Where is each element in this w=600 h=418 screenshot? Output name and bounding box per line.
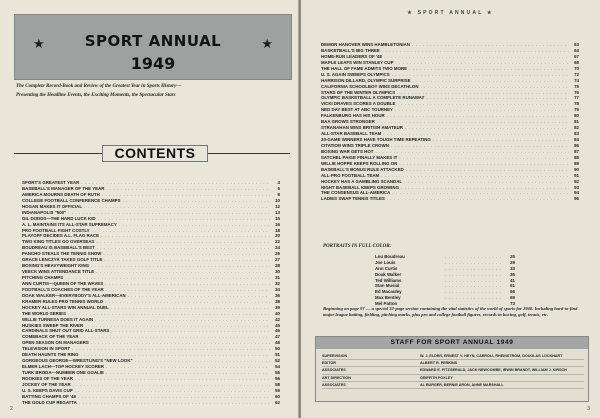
toc-title: COLLEGE FOOTBALL CONFERENCE CHAMPS <box>22 197 121 203</box>
magazine-title: SPORT ANNUAL <box>84 32 222 50</box>
star-icon: ★ <box>33 36 45 51</box>
toc-page-number: 80 <box>574 113 579 119</box>
subtitle-line-2: Presenting the Headline Events, the Exciting Moments, the Spectacular Stars <box>16 93 176 98</box>
toc-title: JOCKEY OF THE YEAR <box>22 381 71 387</box>
staff-header <box>316 337 588 349</box>
portraits-section <box>323 244 579 307</box>
running-head <box>301 10 600 16</box>
staff-names: EDWARD E. FITZGERALD, JACK NEWCOMBE, IRWIN BRANDT, WILLIAM J. KIRSCH <box>420 368 567 373</box>
toc-title: PRO FOOTBALL FIGHT COSTLY <box>22 227 90 233</box>
toc-page-number: 8 <box>277 191 280 197</box>
toc-page-number: 93 <box>574 184 579 190</box>
toc-page-number: 42 <box>275 316 280 322</box>
toc-page-number: 51 <box>275 352 280 358</box>
toc-page-number: 76 <box>574 89 579 95</box>
toc-page-number: 24 <box>275 245 280 251</box>
contents-heading: CONTENTS <box>102 145 208 162</box>
staff-role: ASSOCIATES <box>322 382 346 387</box>
staff-role: SUPERVISION <box>322 354 348 358</box>
toc-page-number: 77 <box>574 95 579 101</box>
toc-title: DOAK WALKER—EVERYBODY'S ALL-AMERICAN <box>22 292 126 298</box>
toc-page-number: 31 <box>275 275 280 280</box>
toc-page-number: 26 <box>275 251 280 257</box>
staff-box <box>315 336 589 402</box>
toc-title: HOCKEY HAS A GAMBLING SCANDAL <box>321 178 403 184</box>
portrait-page-number: 61 <box>510 283 515 289</box>
toc-title: ELMER LACH—TOP HOCKEY SCORER <box>22 364 104 370</box>
toc-title: BATTING CHAMPS OF '48 <box>22 393 76 399</box>
staff-role: EDITOR <box>322 361 336 366</box>
toc-title: STARS OF THE WINTER OLYMPICS <box>321 89 396 95</box>
toc-title: NED DAY BEST AT ABC TOURNEY <box>321 107 393 113</box>
portraits-heading: PORTRAITS IN FULL COLOR: <box>323 244 392 249</box>
portrait-page-number: 36 <box>510 271 515 277</box>
portrait-name: Ed Macauley <box>375 289 402 295</box>
toc-title: BASKETBALL'S BIG THREE <box>321 47 380 53</box>
toc-page-number: 72 <box>574 71 579 77</box>
toc-list-right <box>321 42 579 202</box>
portrait-name: Ted Williams <box>375 277 402 283</box>
staff-names: AL BURGER, BERNIE ARON, ANNE MARSHALL <box>420 382 504 387</box>
staff-row <box>322 360 584 367</box>
toc-title: TURK BRODA—NUMBER ONE GOALIE <box>22 370 104 375</box>
toc-title: DEMON HANOVER WINS HAMBLETONIAN <box>321 42 410 47</box>
toc-page-number: 27 <box>275 257 280 263</box>
toc-page-number: 83 <box>574 131 579 137</box>
toc-page-number: 50 <box>275 346 280 352</box>
toc-page-number: 39 <box>275 304 280 310</box>
toc-page-number: 62 <box>275 399 280 405</box>
toc-title: AMERICA MOURNS DEATH OF RUTH <box>22 191 100 197</box>
toc-title: INDIANAPOLIS "500" <box>22 209 67 215</box>
toc-title: ALL-STAR BASEBALL TEAM <box>321 131 382 137</box>
statistics-note: Beginning on page 97 — a special 32-page section containing the vital statistics of the world of sports for 1948. Including hard-to-find major league batting, fielding, pitching marks, plus pro and college football figures, records in boxing, golf, tennis, etc. <box>323 306 578 317</box>
toc-title: BOXING WAR GETS HOT <box>321 148 374 154</box>
toc-page-number: 34 <box>275 286 280 292</box>
toc-title: THE CONSENSUS ALL-AMERICA <box>321 190 391 196</box>
toc-title: ALL-PRO FOOTBALL TEAM <box>321 172 380 178</box>
toc-title: ANN CURTIS—QUEEN OF THE WAVES <box>22 280 104 286</box>
toc-entry <box>321 196 579 202</box>
toc-title: THE HALL OF FAME ADMITS TWO MORE <box>321 65 408 71</box>
toc-title: GRACE LENCZYK TAKES GOLF TITLE <box>22 257 103 263</box>
toc-page-number: 45 <box>275 322 280 328</box>
toc-page-number: 90 <box>574 166 579 172</box>
toc-title: LADIES SWAP TENNIS TITLES <box>321 196 385 202</box>
magazine-year: 1949 <box>130 54 176 73</box>
toc-page-number: 79 <box>574 107 579 113</box>
toc-title: 20-GAME WINNERS HAVE TOUGH TIME REPEATING <box>321 137 431 142</box>
toc-title: BAA GROWS STRONGER <box>321 119 375 125</box>
staff-role: ASSOCIATES <box>322 368 346 373</box>
toc-page-number: 58 <box>275 381 280 387</box>
toc-title: A. L. MAINTAINS ITS ALL-STAR SUPREMACY <box>22 221 117 227</box>
toc-title: TWO KING TITLES GO OVERSEAS <box>22 239 95 245</box>
toc-title: STRANAHAN WINS BRITISH AMATEUR <box>321 125 403 131</box>
portraits-list <box>323 254 579 307</box>
toc-title: HARRISON DILLARD, OLYMPIC SURPRISE <box>321 77 411 83</box>
toc-page-number: 70 <box>574 65 579 71</box>
portrait-name: Mel Patton <box>375 301 398 307</box>
toc-title: PANCHO STEALS THE TENNIS SHOW <box>22 251 102 257</box>
toc-page-number: 13 <box>275 209 280 215</box>
toc-page-number: 55 <box>275 370 280 375</box>
toc-page-number: 12 <box>275 203 280 209</box>
toc-title: HOCKEY ALL-STARS WIN ANNUAL DUEL <box>22 304 109 310</box>
toc-title: BASEBALL'S BONUS RULE ATTACKED <box>321 166 404 172</box>
toc-page-number: 87 <box>574 148 579 154</box>
toc-page-number: 75 <box>574 83 579 89</box>
toc-page-number: 22 <box>275 239 280 245</box>
portrait-name: Stan Musial <box>375 283 400 289</box>
star-icon: ★ <box>407 10 418 16</box>
toc-page-number: 88 <box>574 154 579 160</box>
toc-title: BASEBALL'S MANAGER OF THE YEAR <box>22 185 105 191</box>
toc-leader <box>387 196 569 202</box>
divider <box>206 153 290 154</box>
toc-page-number: 89 <box>574 160 579 166</box>
toc-page-number: 48 <box>275 340 280 346</box>
toc-page-number: 86 <box>574 142 579 148</box>
toc-page-number: 38 <box>275 298 280 304</box>
toc-page-number: 60 <box>275 393 280 399</box>
toc-page-number: 81 <box>574 119 579 125</box>
toc-title: OPEN SEASON ON MANAGERS <box>22 340 89 346</box>
right-page <box>301 0 600 418</box>
toc-title: BOXING'S HEAVYWEIGHT KING <box>22 263 90 269</box>
toc-page-number: 96 <box>574 196 579 202</box>
toc-list-left <box>22 180 280 406</box>
toc-title: CITATION WINS TRIPLE CROWN <box>321 142 389 148</box>
contents-header <box>14 145 290 161</box>
toc-leader <box>79 400 270 406</box>
toc-page-number: 16 <box>275 221 280 227</box>
toc-title: HUSKIES SWEEP THE RIVER <box>22 322 84 328</box>
toc-title: HOGAN MAKES IT OFFICIAL <box>22 203 83 209</box>
staff-role: ART DIRECTION <box>322 375 351 380</box>
toc-title: GORGEOUS GEORGE—WRESTLING'S "NEW LOOK" <box>22 358 133 364</box>
portrait-page-number: 29 <box>510 259 515 265</box>
portrait-name: Max Bentley <box>375 295 401 301</box>
portrait-name: Joe Louis <box>375 259 396 265</box>
toc-page-number: 92 <box>574 178 579 184</box>
toc-page-number: 36 <box>275 292 280 298</box>
toc-title: DEATH HAUNTS THE RING <box>22 352 79 358</box>
toc-title: GIL DODDS—THE HARD LUCK KID <box>22 215 96 221</box>
toc-title: KRAMER RULES PRO TENNIS WORLD <box>22 298 104 304</box>
staff-names: GRIFFITH FOXLEY <box>420 375 453 380</box>
staff-names: W. J. ELDER, ERNEST V. HEYN, CARROLL RHEINSTROM, DOUGLAS LOCKHART <box>420 354 563 358</box>
toc-page-number: 59 <box>275 387 280 393</box>
toc-page-number: 52 <box>275 358 280 364</box>
toc-title: SPORT'S GREATEST YEAR <box>22 180 80 185</box>
portrait-page-number: 25 <box>510 254 515 259</box>
toc-page-number: 18 <box>275 227 280 233</box>
toc-page-number: 6 <box>277 185 280 191</box>
toc-title: OLYMPIC BASKETBALL A COMPLETE RUNAWAY <box>321 95 425 101</box>
toc-title: WILLIE HOPPE KEEPS ROLLING ON <box>321 160 398 166</box>
toc-title: U. S. AGAIN SWEEPS OLYMPICS <box>321 71 390 77</box>
star-icon: ★ <box>261 36 273 51</box>
toc-page-number: 84 <box>574 137 579 142</box>
toc-page-number: 30 <box>275 269 280 275</box>
portrait-page-number: 69 <box>510 295 515 301</box>
staff-list <box>322 353 584 389</box>
title-banner <box>14 14 292 80</box>
toc-title: FOOTBALL'S COACHES OF THE YEAR <box>22 286 104 292</box>
toc-page-number: 56 <box>275 375 280 381</box>
toc-title: SATCHEL PAIGE FINALLY MAKES IT <box>321 154 398 160</box>
toc-page-number: 64 <box>574 47 579 53</box>
toc-title: HOME-RUN LEADERS OF '48 <box>321 53 382 59</box>
toc-page-number: 91 <box>574 172 579 178</box>
toc-title: VEECK WINS ATTENDANCE TITLE <box>22 269 95 275</box>
toc-title: TELEVISION IN SPORT <box>22 346 71 352</box>
staff-row <box>322 353 584 360</box>
toc-page-number: 63 <box>574 42 579 47</box>
toc-title: FALKENBURG HAS HIS HOUR <box>321 113 385 119</box>
toc-page-number: 20 <box>275 233 280 239</box>
portrait-name: Ann Curtis <box>375 265 398 271</box>
portrait-page-number: 41 <box>510 277 515 283</box>
portrait-page-number: 66 <box>510 289 515 295</box>
toc-title: VICKI DRAVES SCORES A DOUBLE <box>321 101 396 107</box>
toc-page-number: 68 <box>574 59 579 65</box>
toc-title: THE GOLD CUP REGATTA <box>22 399 77 405</box>
staff-row <box>322 367 584 374</box>
toc-page-number: 82 <box>574 125 579 131</box>
toc-page-number: 46 <box>275 328 280 334</box>
left-page <box>0 0 299 418</box>
toc-page-number: 94 <box>574 190 579 196</box>
toc-title: ROOKIES OF THE YEAR <box>22 375 73 381</box>
subtitle-line-1: The Complete Record-Book and Review of the Greatest Year in Sports History— <box>16 84 182 89</box>
staff-row <box>322 375 584 382</box>
toc-page-number: 54 <box>275 364 280 370</box>
toc-title: CALIFORNIA SCHOOLBOY WINS DECATHLON <box>321 83 419 89</box>
toc-title: NIGHT BASEBALL KEEPS GROWING <box>321 184 399 190</box>
toc-page-number: 74 <box>574 77 579 83</box>
toc-title: COMEBACK OF THE YEAR <box>22 334 79 340</box>
toc-page-number: 40 <box>275 310 280 316</box>
staff-names: ALBERT R. PERKINS <box>420 361 458 366</box>
running-head-text: SPORT ANNUAL <box>417 10 484 16</box>
toc-page-number: 47 <box>275 334 280 340</box>
toc-page-number: 28 <box>275 263 280 269</box>
toc-title: CARDINALS SHUT OUT GRID ALL-STARS <box>22 328 110 334</box>
toc-title: MAPLE LEAFS WIN STANLEY CUP <box>321 59 394 65</box>
page-number: 2 <box>10 406 13 412</box>
toc-title: THE WORLD SERIES <box>22 310 66 316</box>
toc-entry <box>22 400 280 406</box>
toc-title: U. S. KEEPS DAVIS CUP <box>22 387 73 393</box>
toc-page-number: 15 <box>275 215 280 221</box>
toc-title: PITCHING CHAMPS <box>22 275 64 280</box>
star-icon: ★ <box>483 10 494 16</box>
staff-title: STAFF FOR SPORT ANNUAL 1949 <box>390 339 514 346</box>
toc-page-number: 78 <box>574 101 579 107</box>
portrait-page-number: 73 <box>510 301 515 307</box>
page-number: 3 <box>587 406 590 412</box>
staff-row <box>322 382 584 389</box>
toc-title: WILLIE TURNESA DOES IT AGAIN <box>22 316 94 322</box>
portrait-page-number: 33 <box>510 265 515 271</box>
portrait-name: Lou Boudreau <box>375 254 405 259</box>
toc-title: BOUDREAU IS BASEBALL'S BEST <box>22 245 95 251</box>
portrait-name: Doak Walker <box>375 271 402 277</box>
toc-page-number: 10 <box>275 197 280 203</box>
toc-title: PLAYOFF DECIDES A.L. FLAG RACE <box>22 233 100 239</box>
divider <box>14 153 102 154</box>
toc-page-number: 67 <box>574 53 579 59</box>
toc-page-number: 32 <box>275 280 280 286</box>
toc-page-number: 4 <box>277 180 280 185</box>
